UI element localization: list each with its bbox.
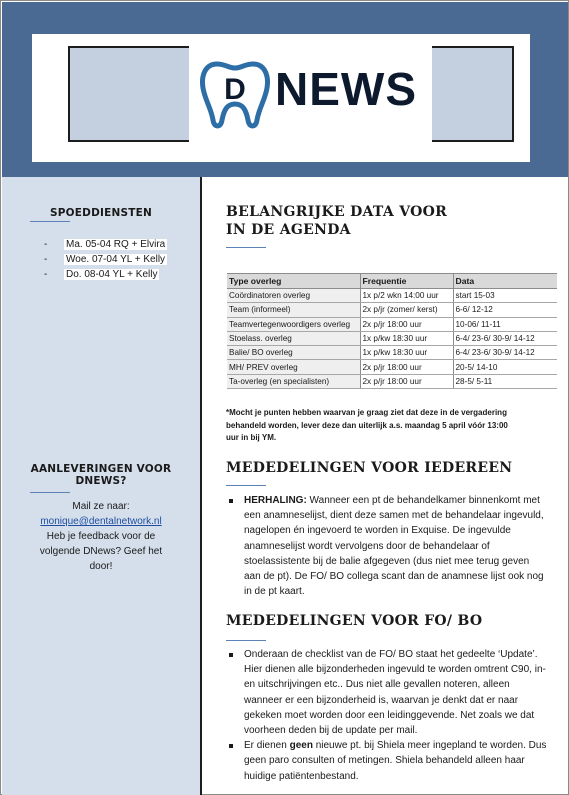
table-row [227,289,557,303]
sidebar [2,177,200,795]
main-content [202,177,569,795]
list-item: HERHALING: Wanneer een pt de behandelkamer binnenkomt met een anamneselijst, dient deze samen met de behandelaar ingevuld, nagelopen én ingevoerd te worden in Exquise. De ingevulde anamneselijst wordt vervolgens door de behandelaar of stoelassistente bij de balie afgegeven (dus niet mee terug geven aan de pt). De FO/ BO collega scant dan de anamnese lijst ook nog in de pt kaart. [226,493,548,599]
table-cell: 2x p/jr (zomer/ kerst) [360,303,453,317]
table-row [227,346,557,360]
agenda-rule [226,247,266,248]
table-cell: Balie/ BO overleg [227,346,360,360]
agenda-note: *Mocht je punten hebben waarvan je graag ziet dat deze in de vergadering behandeld worden, lever deze dan uiterlijk a.s. maandag 5 april vóór 13:00 uur in bij YM. [226,408,508,442]
column-header: Data [453,274,557,289]
email-link[interactable]: monique@dentalnetwork.nl [40,516,162,527]
feedback-line-2: volgende DNews? Geef het [39,546,163,557]
iedereen-list [226,493,548,599]
spoeddiensten-list [44,237,167,282]
table-cell: 10-06/ 11-11 [453,317,557,331]
tooth-icon [195,54,275,134]
table-row [227,303,557,317]
table-cell: 20-5/ 14-10 [453,360,557,374]
spoeddiensten-title: SPOEDDIENSTEN [50,207,152,219]
dnews-logo [189,46,432,142]
fobo-rule [226,640,266,641]
list-item: - Ma. 05-04 RQ + Elvira [44,237,167,252]
table-cell: Teamvertegenwoordigers overleg [227,317,360,331]
table-cell: 6-4/ 23-6/ 30-9/ 14-12 [453,331,557,345]
feedback-line-1: Heb je feedback voor de [46,531,156,542]
table-cell: 2x p/jr 18:00 uur [360,360,453,374]
aanleveringen-rule [30,492,70,493]
iedereen-rule [226,485,266,486]
table-row [227,317,557,331]
feedback-line-3: door! [89,561,113,572]
table-cell: MH/ PREV overleg [227,360,360,374]
table-cell: 2x p/jr 18:00 uur [360,317,453,331]
list-item: Onderaan de checklist van de FO/ BO staat het gedeelte ‘Update’. Hier dienen alle bijzonderheden ingevuld te worden omtrent C90, in- en uitschrijvingen etc.. Dus niet alle gevallen noteren, alleen wanneer er een bijzonderheid is, waarvan je denkt dat er naar gekeken moet worden door een leidinggevende. Net zoals we dat voorheen deden bij de update per mail. [226,647,548,738]
spoeddiensten-rule [30,221,70,222]
list-item: - Do. 08-04 YL + Kelly [44,267,167,282]
table-row [227,360,557,374]
table-cell: Coördinatoren overleg [227,289,360,303]
list-item: - Woe. 07-04 YL + Kelly [44,252,167,267]
fobo-title: MEDEDELINGEN VOOR FO/ BO [226,613,483,629]
iedereen-title: MEDEDELINGEN VOOR IEDEREEN [226,460,513,476]
table-cell: Stoelass. overleg [227,331,360,345]
table-cell: 28-5/ 5-11 [453,374,557,388]
table-cell: 2x p/jr 18:00 uur [360,374,453,388]
table-cell: Team (informeel) [227,303,360,317]
mail-block [2,514,200,529]
aanleveringen-title: AANLEVERINGEN VOOR DNEWS? [30,463,172,487]
logo-frame [68,46,514,142]
table-cell: 1x p/2 wkn 14:00 uur [360,289,453,303]
fobo-list [226,647,548,784]
list-item: Er dienen geen nieuwe pt. bij Shiela meer ingepland te worden. Dus geen paro consulten of metingen. Shiela behandeld alleen haar huidige patiëntenbestand. [226,738,548,784]
table-cell: 6-6/ 12-12 [453,303,557,317]
mail-intro: Mail ze naar: [72,501,130,512]
logo-letter: D [224,73,246,106]
header-banner [2,2,568,177]
column-header: Frequentie [360,274,453,289]
table-cell: 1x p/kw 18:30 uur [360,331,453,345]
column-header: Type overleg [227,274,360,289]
table-row [227,374,557,388]
table-cell: Ta-overleg (en specialisten) [227,374,360,388]
agenda-title: BELANGRIJKE DATA VOOR IN DE AGENDA [226,204,448,238]
table-cell: 1x p/kw 18:30 uur [360,346,453,360]
table-row [227,331,557,345]
table-header-row [227,274,557,289]
banner-inner [32,34,530,162]
logo-wordmark: NEWS [275,63,417,115]
table-cell: start 15-03 [453,289,557,303]
table-cell: 6-4/ 23-6/ 30-9/ 14-12 [453,346,557,360]
agenda-table [227,273,557,389]
